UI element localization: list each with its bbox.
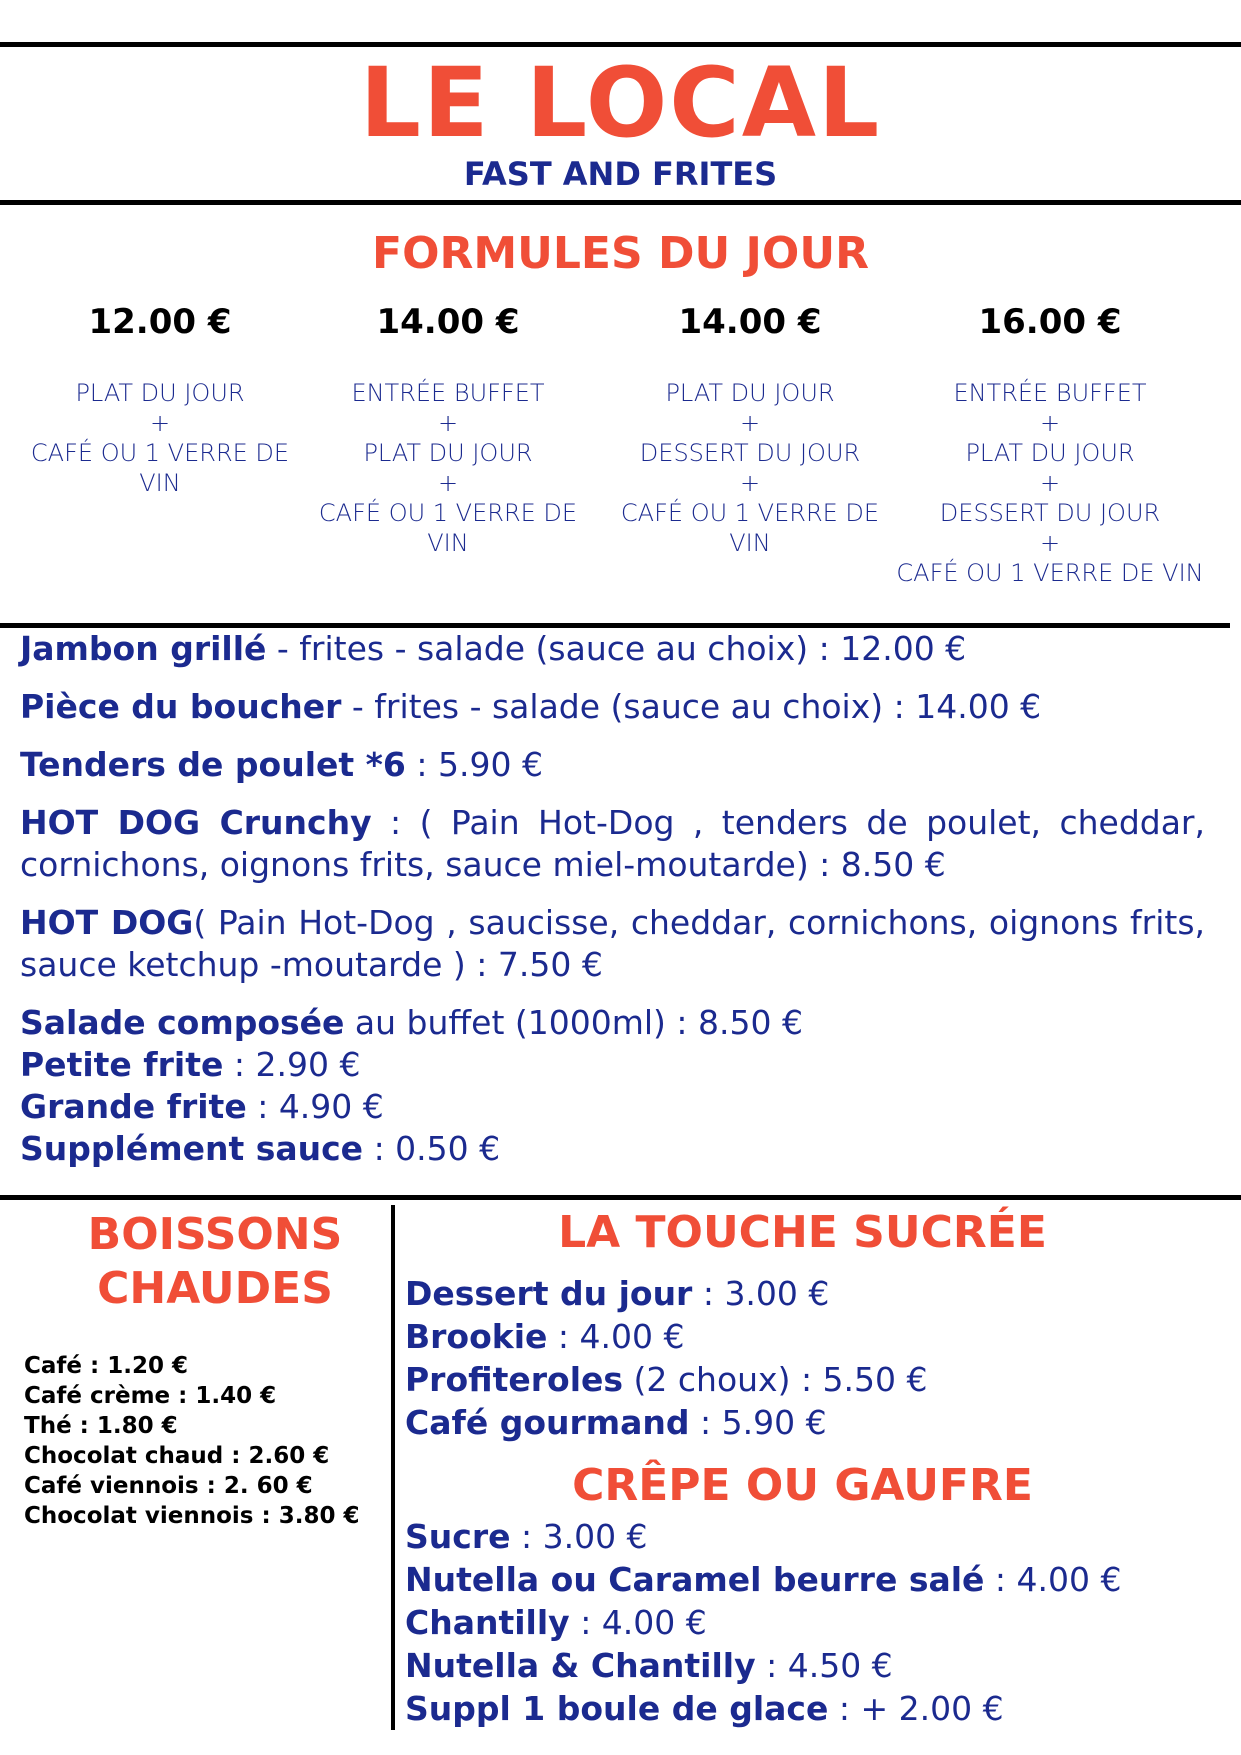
- menu-item-detail: : 2.90 €: [223, 1045, 361, 1084]
- formule-line: +: [1039, 469, 1061, 497]
- dessert-item-name: Brookie: [405, 1317, 548, 1356]
- menu-item-name: Pièce du boucher: [20, 687, 342, 726]
- menu-item-detail: au buffet (1000ml) : 8.50 €: [344, 1003, 803, 1042]
- menu-item-name: HOT DOG Crunchy: [20, 803, 372, 842]
- formule-line: PLAT DU JOUR: [363, 439, 533, 467]
- menu-item: [20, 1044, 1205, 1086]
- boissons-list: [24, 1351, 359, 1531]
- boissons-title-line: BOISSONS: [87, 1209, 343, 1260]
- dessert-item-detail: : 3.00 €: [692, 1274, 830, 1313]
- formule-line: CAFÉ OU 1 VERRE DE: [30, 439, 290, 467]
- formule-line: +: [739, 469, 761, 497]
- dessert-item-detail: : 4.00 €: [547, 1317, 685, 1356]
- restaurant-tagline: FAST AND FRITES: [463, 155, 778, 193]
- formule-line: ENTRÉE BUFFET: [953, 379, 1147, 407]
- crepe-item-detail: : 3.00 €: [510, 1517, 648, 1556]
- crepe-item-name: Chantilly: [405, 1603, 570, 1642]
- formule-line: PLAT DU JOUR: [665, 379, 835, 407]
- formule-line: +: [1039, 529, 1061, 557]
- formule-price: 14.00 €: [678, 302, 822, 342]
- formule-price: 16.00 €: [978, 302, 1122, 342]
- formule-line: ENTRÉE BUFFET: [351, 379, 545, 407]
- crepe-item: [405, 1644, 1121, 1687]
- sucree-title: LA TOUCHE SUCRÉE: [558, 1207, 1047, 1258]
- crepe-item-name: Sucre: [405, 1517, 511, 1556]
- dessert-item: [405, 1272, 928, 1315]
- menu-item-detail: - frites - salade (sauce au choix) : 14.00 €: [341, 687, 1042, 726]
- formule-line: +: [437, 469, 459, 497]
- menu-item-name: Jambon grillé: [20, 629, 267, 668]
- main-menu: [20, 628, 1205, 1170]
- formule-line: PLAT DU JOUR: [965, 439, 1135, 467]
- formule-line: DESSERT DU JOUR: [639, 439, 861, 467]
- dessert-item-name: Profiteroles: [405, 1360, 624, 1399]
- crepe-item-name: Suppl 1 boule de glace: [405, 1689, 829, 1728]
- dessert-item-detail: (2 choux) : 5.50 €: [623, 1360, 928, 1399]
- menu-item-detail: : 4.90 €: [246, 1087, 384, 1126]
- crepe-list: [405, 1515, 1121, 1730]
- menu-item: [20, 744, 1205, 786]
- formule-line: +: [739, 409, 761, 437]
- boisson-item: Café : 1.20 €: [24, 1353, 188, 1379]
- crepe-title: CRÊPE OU GAUFRE: [572, 1460, 1033, 1511]
- boisson-item: Café viennois : 2. 60 €: [24, 1473, 313, 1499]
- dessert-item: [405, 1401, 928, 1444]
- menu-item: [20, 1002, 1205, 1044]
- formule-line: CAFÉ OU 1 VERRE DE VIN: [620, 499, 880, 557]
- menu-item-name: Salade composée: [20, 1003, 345, 1042]
- formule-line: CAFÉ OU 1 VERRE DE: [318, 499, 578, 527]
- dessert-item-name: Café gourmand: [405, 1403, 690, 1442]
- menu-item: [20, 802, 1205, 886]
- formule-line: +: [437, 409, 459, 437]
- crepe-item: [405, 1687, 1121, 1730]
- formule-line: PLAT DU JOUR: [75, 379, 245, 407]
- menu-divider: [0, 1195, 1241, 1200]
- crepe-item: [405, 1601, 1121, 1644]
- formule-line: +: [149, 409, 171, 437]
- dessert-item: [405, 1358, 928, 1401]
- menu-item-name: Petite frite: [20, 1045, 224, 1084]
- menu-item-detail: : 0.50 €: [363, 1129, 501, 1168]
- menu-item: [20, 1086, 1205, 1128]
- crepe-item-name: Nutella ou Caramel beurre salé: [405, 1560, 985, 1599]
- dessert-item: [405, 1315, 928, 1358]
- menu-item: [20, 902, 1205, 986]
- dessert-item-name: Dessert du jour: [405, 1274, 693, 1313]
- formule-4: [895, 302, 1205, 588]
- crepe-item-detail: : 4.00 €: [984, 1560, 1122, 1599]
- formule-price: 12.00 €: [88, 302, 232, 342]
- boissons-title: [30, 1208, 400, 1316]
- menu-item-detail: ( Pain Hot-Dog , saucisse, cheddar, cornichons, oignons frits, sauce ketchup -moutarde ) : 7.50 €: [20, 903, 1206, 984]
- menu-item: [20, 628, 1205, 670]
- formule-3: [600, 302, 900, 558]
- menu-item-detail: - frites - salade (sauce au choix) : 12.00 €: [266, 629, 967, 668]
- crepe-item: [405, 1558, 1121, 1601]
- menu-item-name: Grande frite: [20, 1087, 247, 1126]
- crepe-item-detail: : + 2.00 €: [828, 1689, 1004, 1728]
- menu-item: [20, 686, 1205, 728]
- formule-price: 14.00 €: [376, 302, 520, 342]
- boisson-item: Thé : 1.80 €: [24, 1413, 178, 1439]
- menu-item: [20, 1128, 1205, 1170]
- restaurant-name: LE LOCAL: [359, 47, 882, 159]
- crepe-item-detail: : 4.50 €: [755, 1646, 893, 1685]
- boisson-item: Chocolat viennois : 3.80 €: [24, 1503, 360, 1529]
- formules-title: FORMULES DU JOUR: [372, 228, 869, 279]
- menu-item-name: HOT DOG: [20, 903, 194, 942]
- formule-2: [298, 302, 598, 558]
- formule-line: VIN: [139, 469, 181, 497]
- dessert-item-detail: : 5.90 €: [689, 1403, 827, 1442]
- crepe-item: [405, 1515, 1121, 1558]
- formule-line: CAFÉ OU 1 VERRE DE VIN: [896, 559, 1204, 587]
- boissons-title-line: CHAUDES: [97, 1263, 333, 1314]
- menu-item-detail: : ( Pain Hot-Dog , tenders de poulet, cheddar, cornichons, oignons frits, sauce miel-moutarde) : 8.50 €: [20, 803, 1205, 884]
- crepe-item-detail: : 4.00 €: [569, 1603, 707, 1642]
- crepe-item-name: Nutella & Chantilly: [405, 1646, 756, 1685]
- menu-item-detail: : 5.90 €: [405, 745, 543, 784]
- formule-line: VIN: [427, 529, 469, 557]
- formule-line: +: [1039, 409, 1061, 437]
- boisson-item: Café crème : 1.40 €: [24, 1383, 277, 1409]
- formule-1: [10, 302, 310, 498]
- boisson-item: Chocolat chaud : 2.60 €: [24, 1443, 330, 1469]
- menu-item-name: Supplément sauce: [20, 1129, 364, 1168]
- menu-item-name: Tenders de poulet *6: [20, 745, 406, 784]
- sucree-list: [405, 1272, 928, 1444]
- header-divider: [0, 200, 1241, 205]
- formule-line: DESSERT DU JOUR: [939, 499, 1161, 527]
